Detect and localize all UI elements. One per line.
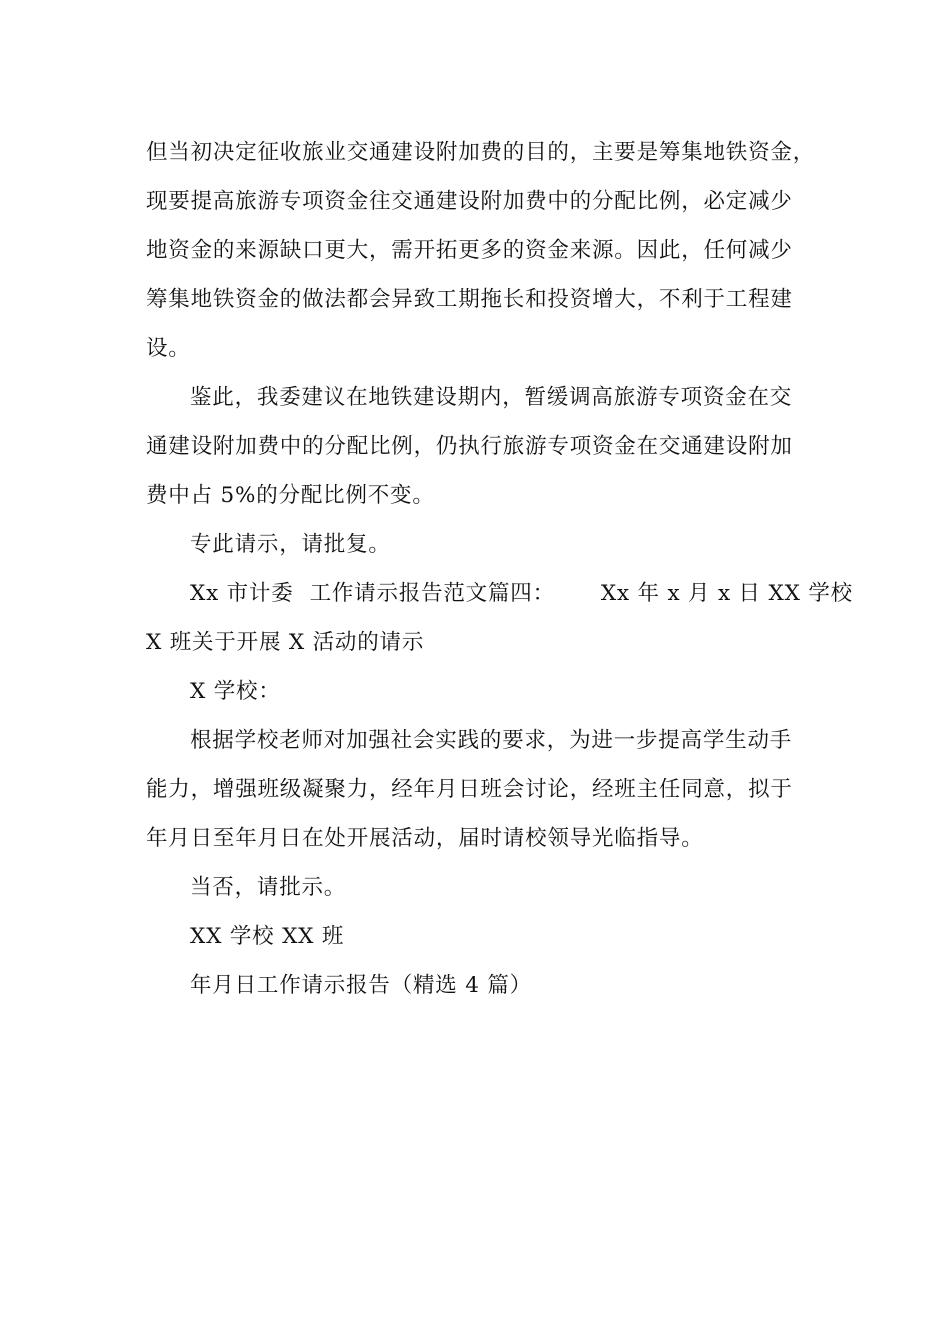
text-line: 费中占 5%的分配比例不变。 [146,483,435,508]
paragraph-closing [146,863,836,912]
paragraph-footer-title [146,961,836,1010]
text-line: 通建设附加费中的分配比例，仍执行旅游专项资金在交通建设附加 [146,434,793,459]
text-line: 现要提高旅游专项资金往交通建设附加费中的分配比例，必定减少 [146,189,793,214]
text-line: 但当初决定征收旅业交通建设附加费的目的，主要是筹集地铁资金， [146,140,816,165]
date-school-label: Xx 年 x 月 x 日 XX 学校 [600,581,853,606]
paragraph-signature [146,912,836,961]
paragraph-request-approval [146,520,836,569]
text-line: X 班关于开展 X 活动的请示 [146,630,425,655]
text-line: 专此请示，请批复。 [190,532,391,557]
text-line: 根据学校老师对加强社会实践的要求，为进一步提高学生动手 [190,728,793,753]
paragraph-activity-request [146,716,836,863]
text-line: X 学校： [190,679,281,704]
sender-label: Xx 市计委 [190,581,294,606]
text-line [146,569,853,618]
paragraph-funding-reason [146,128,836,373]
paragraph-header-line [146,569,853,667]
text-line: 当否，请批示。 [190,875,347,900]
text-line: XX 学校 XX 班 [190,924,345,949]
text-line: 筹集地铁资金的做法都会异致工期拖长和投资增大，不利于工程建 [146,287,793,312]
text-line: 年月日工作请示报告（精选 4 篇） [190,973,532,998]
document-body [146,128,853,1010]
paragraph-addressee [146,667,836,716]
text-line: 地资金的来源缺口更大，需开拓更多的资金来源。因此，任何减少 [146,238,793,263]
text-line: 年月日至年月日在处开展活动，届时请校领导光临指导。 [146,826,704,851]
text-line: 鉴此，我委建议在地铁建设期内，暂缓调高旅游专项资金在交 [190,385,793,410]
paragraph-recommendation [146,373,836,520]
text-line: 设。 [146,336,191,361]
article-title: 工作请示报告范文篇四： [309,581,555,606]
text-line: 能力，增强班级凝聚力，经年月日班会讨论，经班主任同意，拟于 [146,777,793,802]
